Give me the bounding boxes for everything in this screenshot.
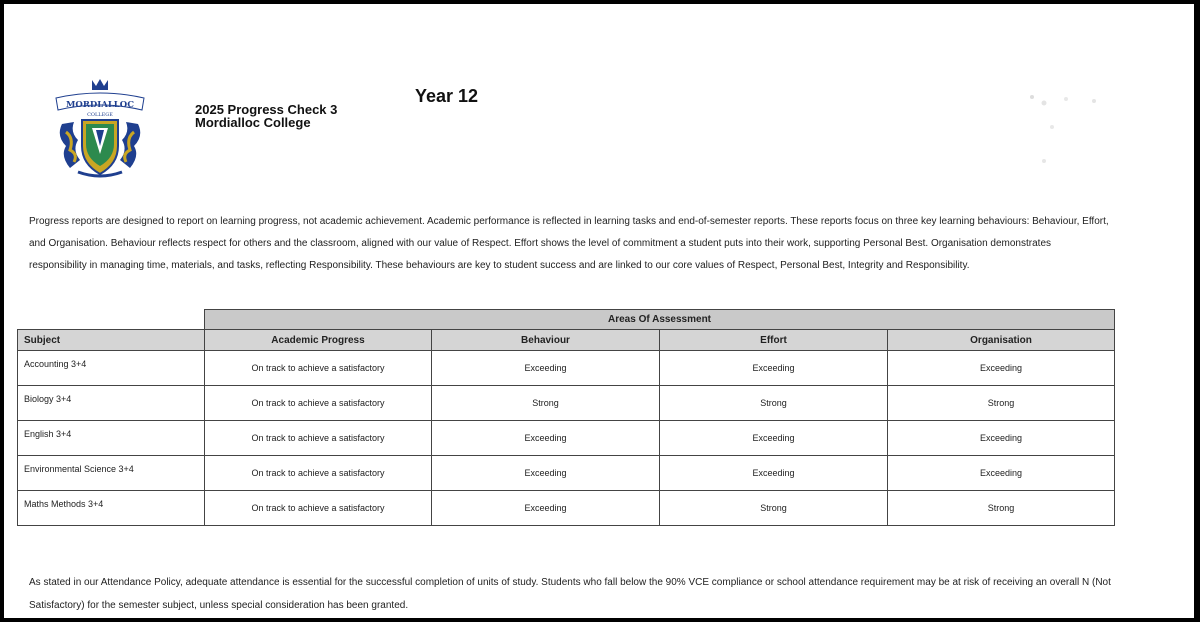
effort-cell: Exceeding [660,351,888,386]
organisation-cell: Strong [888,491,1115,526]
table-row [18,421,1115,456]
svg-text:MORDIALLOC: MORDIALLOC [66,100,134,110]
subject-cell: Accounting 3+4 [18,351,205,386]
organisation-cell: Exceeding [888,351,1115,386]
academic-progress-cell: On track to achieve a satisfactory [205,386,432,421]
report-title: 2025 Progress Check 3 [195,102,338,117]
table-row [18,386,1115,421]
svg-text:COLLEGE: COLLEGE [87,112,113,118]
school-crest-logo [52,76,148,180]
organisation-cell: Exceeding [888,456,1115,491]
behaviour-cell: Exceeding [432,351,660,386]
column-header-organisation: Organisation [888,330,1115,351]
assessment-table [17,309,1115,526]
table-corner-blank [18,310,205,330]
organisation-cell: Strong [888,386,1115,421]
table-row [18,351,1115,386]
year-level: Year 12 [415,86,479,106]
subject-cell: Environmental Science 3+4 [18,456,205,491]
intro-paragraph: Progress reports are designed to report on learning progress, not academic achievement. Academic performance is reflected in learning tasks and end-of-semester reports. These reports focus on three key learning behaviours: Behaviour, Effort, and Organisation. Behaviour reflects respect for others and the classroom, aligned with our value of Respect. Effort shows the level of commitment a student puts into their work, supporting Personal Best. Organisation demonstrates responsibility in managing time, materials, and tasks, reflecting Responsibility. These behaviours are key to student success and are linked to our core values of Respect, Personal Best, Integrity and Responsibility. [29,216,1109,271]
academic-progress-cell: On track to achieve a satisfactory [205,351,432,386]
column-header-behaviour: Behaviour [432,330,660,351]
report-title-block [195,103,337,129]
column-header-effort: Effort [660,330,888,351]
academic-progress-cell: On track to achieve a satisfactory [205,421,432,456]
effort-cell: Strong [660,386,888,421]
behaviour-cell: Exceeding [432,491,660,526]
column-header-academic-progress: Academic Progress [205,330,432,351]
academic-progress-cell: On track to achieve a satisfactory [205,491,432,526]
organisation-cell: Exceeding [888,421,1115,456]
subject-cell: English 3+4 [18,421,205,456]
behaviour-cell: Exceeding [432,421,660,456]
attendance-policy-note: As stated in our Attendance Policy, adequate attendance is essential for the successful completion of units of study. Students who fall below the 90% VCE compliance or school attendance requirement may be at risk of receiving an overall N (Not Satisfactory) for the semester subject, unless special consideration has been granted. [29,577,1111,611]
table-row [18,456,1115,491]
areas-of-assessment-header: Areas Of Assessment [205,310,1115,330]
behaviour-cell: Exceeding [432,456,660,491]
subject-cell: Biology 3+4 [18,386,205,421]
column-header-subject: Subject [18,330,205,351]
effort-cell: Exceeding [660,421,888,456]
subject-cell: Maths Methods 3+4 [18,491,205,526]
school-name: Mordialloc College [195,115,311,130]
behaviour-cell: Strong [432,386,660,421]
table-row [18,491,1115,526]
academic-progress-cell: On track to achieve a satisfactory [205,456,432,491]
effort-cell: Exceeding [660,456,888,491]
report-page [4,4,1194,618]
effort-cell: Strong [660,491,888,526]
scan-smudge [1024,89,1114,169]
